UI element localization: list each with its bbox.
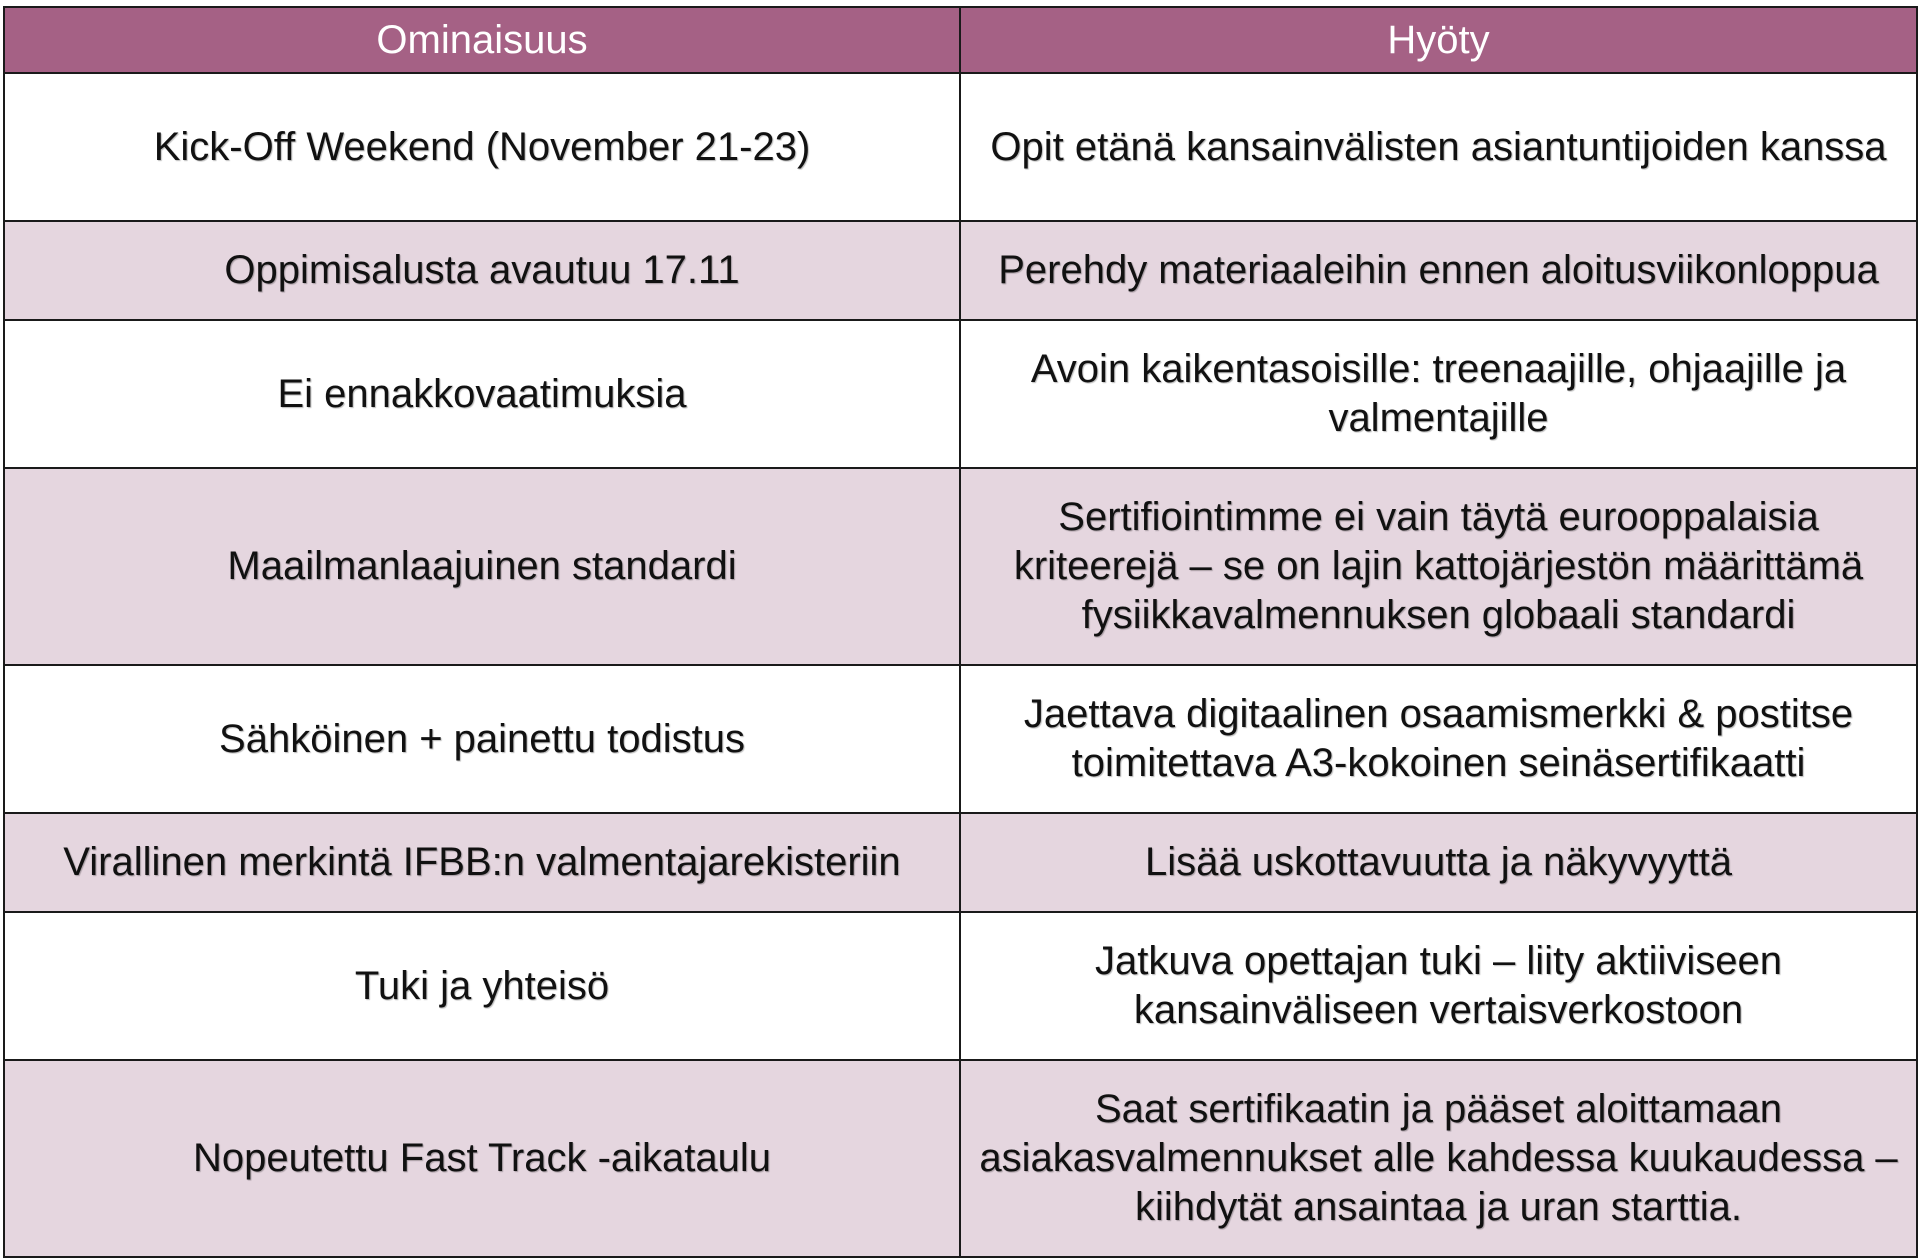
feature-cell: Virallinen merkintä IFBB:n valmentajarekisteriin <box>4 813 960 912</box>
feature-cell: Maailmanlaajuinen standardi <box>4 468 960 665</box>
table-row <box>4 73 1917 221</box>
table-row <box>4 221 1917 320</box>
header-benefit: Hyöty <box>960 7 1917 73</box>
benefit-cell: Sertifiointimme ei vain täytä eurooppalaisia kriteerejä – se on lajin kattojärjestön määrittämä fysiikkavalmennuksen globaali standardi <box>960 468 1917 665</box>
table-row <box>4 320 1917 468</box>
feature-cell: Nopeutettu Fast Track -aikataulu <box>4 1060 960 1257</box>
table-row <box>4 468 1917 665</box>
header-feature: Ominaisuus <box>4 7 960 73</box>
table-row <box>4 912 1917 1060</box>
feature-benefit-table-container <box>3 6 1916 1258</box>
benefit-cell: Opit etänä kansainvälisten asiantuntijoiden kanssa <box>960 73 1917 221</box>
feature-cell: Kick-Off Weekend (November 21-23) <box>4 73 960 221</box>
benefit-cell: Saat sertifikaatin ja pääset aloittamaan asiakasvalmennukset alle kahdessa kuukaudessa – kiihdytät ansaintaa ja uran starttia. <box>960 1060 1917 1257</box>
feature-cell: Tuki ja yhteisö <box>4 912 960 1060</box>
benefit-cell: Perehdy materiaaleihin ennen aloitusviikonloppua <box>960 221 1917 320</box>
feature-cell: Ei ennakkovaatimuksia <box>4 320 960 468</box>
table-row <box>4 665 1917 813</box>
benefit-cell: Jatkuva opettajan tuki – liity aktiiviseen kansainväliseen vertaisverkostoon <box>960 912 1917 1060</box>
table-header-row <box>4 7 1917 73</box>
table-row <box>4 1060 1917 1257</box>
benefit-cell: Lisää uskottavuutta ja näkyvyyttä <box>960 813 1917 912</box>
feature-cell: Oppimisalusta avautuu 17.11 <box>4 221 960 320</box>
table-row <box>4 813 1917 912</box>
benefit-cell: Jaettava digitaalinen osaamismerkki & postitse toimitettava A3-kokoinen seinäsertifikaatti <box>960 665 1917 813</box>
feature-benefit-table <box>3 6 1918 1258</box>
benefit-cell: Avoin kaikentasoisille: treenaajille, ohjaajille ja valmentajille <box>960 320 1917 468</box>
feature-cell: Sähköinen + painettu todistus <box>4 665 960 813</box>
